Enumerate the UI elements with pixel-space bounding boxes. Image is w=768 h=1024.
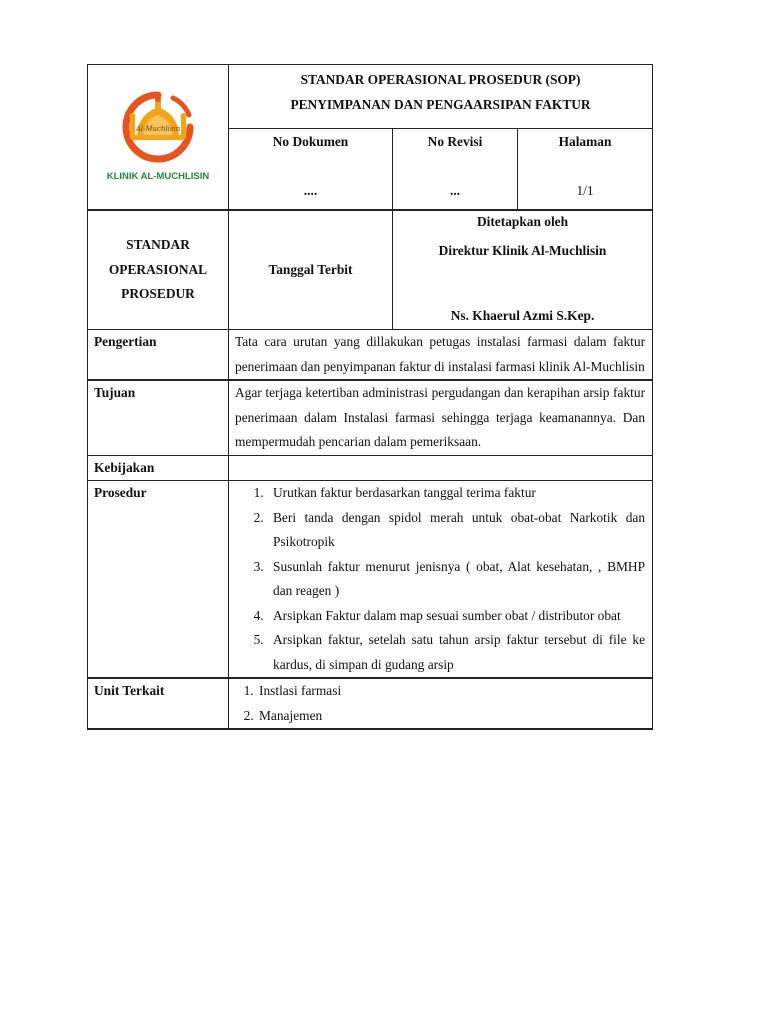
no-revisi-value: ... (449, 183, 461, 198)
sop-title-line2: PENYIMPANAN DAN PENGAARSIPAN FAKTUR (290, 96, 591, 112)
kebijakan-text (229, 455, 653, 481)
pengertian-label: Pengertian (88, 330, 229, 381)
prosedur-content (229, 481, 653, 679)
unit-terkait-item: 2. Manajemen (257, 704, 645, 729)
ditetapkan-oleh: Ditetapkan oleh (476, 214, 569, 229)
clinic-logo (99, 85, 217, 189)
kebijakan-label: Kebijakan (88, 455, 229, 481)
pengertian-row (88, 330, 653, 381)
signatory-name: Ns. Khaerul Azmi S.Kep. (450, 308, 595, 323)
tujuan-label: Tujuan (88, 380, 229, 455)
unit-terkait-list (235, 679, 645, 728)
prosedur-row (88, 481, 653, 679)
halaman-label: Halaman (558, 134, 612, 149)
svg-text:KLINIK AL-MUCHLISIN: KLINIK AL-MUCHLISIN (106, 171, 210, 182)
prosedur-item: 3. Susunlah faktur menurut jenisnya ( obat, Alat kesehatan, , BMHP dan reagen ) (267, 555, 645, 604)
unit-terkait-row (88, 678, 653, 729)
prosedur-label: Prosedur (88, 481, 229, 679)
halaman-value: 1/1 (576, 183, 594, 198)
ditetapkan-cell (393, 210, 653, 330)
no-revisi-label: No Revisi (427, 134, 483, 149)
direktur-title: Direktur Klinik Al-Muchlisin (438, 243, 607, 258)
sop-info-row (88, 210, 653, 330)
unit-terkait-label: Unit Terkait (88, 678, 229, 729)
prosedur-item: 5. Arsipkan faktur, setelah satu tahun arsip faktur tersebut di file ke kardus, di simpan di gudang arsip (267, 628, 645, 677)
tujuan-row (88, 380, 653, 455)
kebijakan-row (88, 455, 653, 481)
prosedur-item: 4. Arsipkan Faktur dalam map sesuai sumber obat / distributor obat (267, 604, 645, 629)
logo-script-text: Al-Muchlisin (135, 125, 181, 133)
header-title-row (88, 65, 653, 129)
clinic-logo-icon (99, 85, 217, 189)
sop-title-cell (229, 65, 653, 129)
tanggal-terbit-label: Tanggal Terbit (268, 261, 353, 277)
tanggal-terbit-cell (229, 210, 393, 330)
no-dokumen-label: No Dokumen (272, 134, 349, 149)
no-revisi-cell (393, 129, 518, 211)
sop-label-line1: STANDAR (126, 237, 190, 253)
no-dokumen-cell (229, 129, 393, 211)
unit-terkait-content (229, 678, 653, 729)
logo-cell (88, 65, 229, 211)
prosedur-item: 1. Urutkan faktur berdasarkan tanggal terima faktur (267, 481, 645, 506)
prosedur-list (235, 481, 645, 677)
prosedur-item: 2. Beri tanda dengan spidol merah untuk obat-obat Narkotik dan Psikotropik (267, 506, 645, 555)
no-dokumen-value: .... (303, 183, 318, 198)
tujuan-text: Agar terjaga ketertiban administrasi pergudangan dan kerapihan arsip faktur penerimaan dalam Instalasi farmasi sehingga terjaga keamanannya. Dan mempermudah pencarian dalam pemeriksaan. (229, 380, 653, 455)
pengertian-text: Tata cara urutan yang dillakukan petugas instalasi farmasi dalam faktur penerimaan dan penyimpanan faktur di instalasi farmasi klinik Al-Muchlisin (229, 330, 653, 381)
sop-table (87, 64, 653, 730)
sop-label-cell (88, 210, 229, 330)
unit-terkait-item: 1. Instlasi farmasi (257, 679, 645, 704)
halaman-cell (518, 129, 653, 211)
sop-label-line3: PROSEDUR (121, 286, 195, 302)
sop-title-line1: STANDAR OPERASIONAL PROSEDUR (SOP) (300, 72, 581, 87)
sop-label-line2: OPERASIONAL (108, 261, 208, 277)
